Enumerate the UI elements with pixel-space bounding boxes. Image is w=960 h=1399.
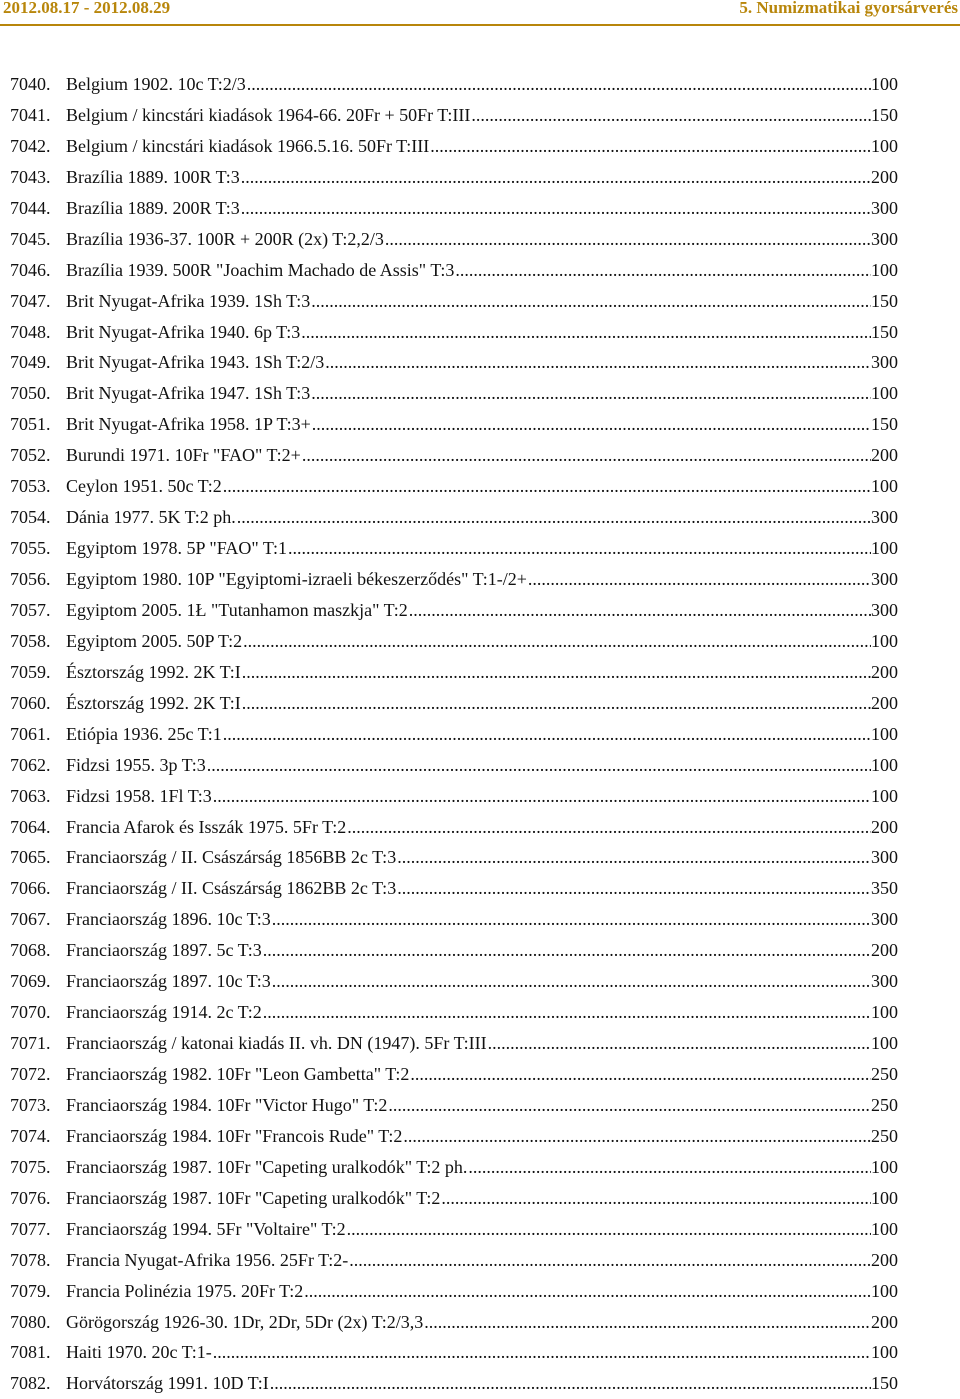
lot-description: Görögország 1926-30. 1Dr, 2Dr, 5Dr (2x) T:2/3,3 [66,1311,424,1332]
lot-number: 7055. [10,538,51,559]
lot-description: Brit Nyugat-Afrika 1947. 1Sh T:3 [66,383,311,404]
lot-price: 150 [871,414,898,435]
lot-row [0,347,960,378]
lot-description-leader [66,1276,871,1307]
lot-description-leader [66,440,871,471]
lot-description: Francia Afarok és Isszák 1975. 5Fr T:2 [66,816,347,837]
lot-row [0,440,960,471]
lot-price: 100 [871,383,898,404]
lot-description-leader [66,378,871,409]
lot-number: 7079. [10,1280,51,1301]
lot-description: Etiópia 1936. 25c T:1 [66,723,222,744]
lot-row [0,162,960,193]
lot-description-leader [66,1183,871,1214]
lot-description: Brit Nyugat-Afrika 1943. 1Sh T:2/3 [66,352,325,373]
lot-description-leader [66,1059,871,1090]
lot-row [0,378,960,409]
lot-row [0,1028,960,1059]
lot-row [0,1368,960,1399]
lot-description-leader [66,471,871,502]
lot-number: 7048. [10,321,51,342]
lot-number: 7082. [10,1373,51,1394]
lot-list [0,69,960,1399]
lot-row [0,471,960,502]
lot-number: 7065. [10,847,51,868]
lot-row [0,595,960,626]
lot-description-leader [66,224,871,255]
lot-row [0,1337,960,1368]
lot-description: Franciaország 1896. 10c T:3 [66,909,271,930]
lot-price: 200 [871,661,898,682]
lot-description: Franciaország 1987. 10Fr "Capeting uralkodók" T:2 ph. [66,1156,468,1177]
lot-description: Haiti 1970. 20c T:1- [66,1342,212,1363]
page-header [0,0,960,22]
lot-description-leader [66,131,871,162]
lot-row [0,688,960,719]
lot-description: Brazília 1889. 200R T:3 [66,197,240,218]
lot-number: 7081. [10,1342,51,1363]
lot-number: 7049. [10,352,51,373]
lot-row [0,626,960,657]
lot-description-leader [66,719,871,750]
lot-row [0,1121,960,1152]
lot-description: Dánia 1977. 5K T:2 ph. [66,507,236,528]
lot-row [0,564,960,595]
lot-price: 150 [871,104,898,125]
lot-description: Franciaország 1984. 10Fr "Francois Rude" T:2 [66,1125,403,1146]
lot-number: 7067. [10,909,51,930]
lot-price: 150 [871,1373,898,1394]
lot-row [0,1152,960,1183]
lot-description-leader [66,1368,871,1399]
lot-description-leader [66,564,871,595]
lot-row [0,842,960,873]
lot-row [0,533,960,564]
lot-row [0,657,960,688]
lot-row [0,750,960,781]
lot-description: Fidzsi 1955. 3p T:3 [66,754,206,775]
lot-price: 300 [871,507,898,528]
lot-number: 7041. [10,104,51,125]
lot-description-leader [66,781,871,812]
lot-row [0,317,960,348]
lot-price: 100 [871,1033,898,1054]
lot-row [0,1245,960,1276]
lot-description-leader [66,997,871,1028]
lot-price: 200 [871,445,898,466]
lot-description: Egyiptom 1980. 10P "Egyiptomi-izraeli békeszerződés" T:1-/2+ [66,569,527,589]
lot-number: 7057. [10,599,51,620]
lot-description: Belgium / kincstári kiadások 1966.5.16. 50Fr T:III [66,135,430,156]
lot-row [0,131,960,162]
lot-price: 100 [871,1280,898,1301]
lot-description-leader [66,286,871,317]
lot-price: 100 [871,1187,898,1208]
lot-description: Franciaország 1914. 2c T:2 [66,1002,262,1023]
lot-description: Brazília 1939. 500R "Joachim Machado de Assis" T:3 [66,259,455,280]
lot-number: 7042. [10,135,51,156]
lot-price: 200 [871,1249,898,1270]
lot-description: Francia Nyugat-Afrika 1956. 25Fr T:2- [66,1249,349,1270]
lot-number: 7043. [10,166,51,187]
lot-number: 7062. [10,754,51,775]
lot-description: Belgium 1902. 10c T:2/3 [66,74,246,94]
lot-description-leader [66,100,871,131]
lot-description-leader [66,626,871,657]
lot-description: Franciaország 1994. 5Fr "Voltaire" T:2 [66,1218,346,1239]
lot-description: Franciaország 1982. 10Fr "Leon Gambetta" T:2 [66,1064,410,1084]
lot-row [0,1183,960,1214]
lot-number: 7078. [10,1249,51,1270]
lot-description-leader [66,904,871,935]
lot-price: 100 [871,723,898,744]
lot-description: Brit Nyugat-Afrika 1940. 6p T:3 [66,321,301,342]
lot-number: 7056. [10,569,51,589]
lot-row [0,69,960,100]
lot-row [0,1307,960,1338]
lot-description-leader [66,69,871,100]
lot-description: Francia Polinézia 1975. 20Fr T:2 [66,1280,304,1301]
lot-number: 7050. [10,383,51,404]
auction-title: 5. Numizmatikai gyorsárverés [739,0,958,17]
lot-description-leader [66,1028,871,1059]
lot-row [0,286,960,317]
lot-number: 7060. [10,692,51,713]
lot-price: 300 [871,569,898,589]
lot-price: 100 [871,785,898,806]
auction-date-range: 2012.08.17 - 2012.08.29 [3,0,171,17]
lot-price: 100 [871,74,898,94]
lot-description-leader [66,255,871,286]
lot-description-leader [66,1121,871,1152]
lot-row [0,409,960,440]
lot-description-leader [66,1152,871,1183]
lot-description-leader [66,1337,871,1368]
lot-number: 7075. [10,1156,51,1177]
lot-price: 100 [871,538,898,559]
lot-price: 300 [871,909,898,930]
lot-price: 200 [871,940,898,961]
lot-description: Franciaország / katonai kiadás II. vh. DN (1947). 5Fr T:III [66,1033,487,1054]
lot-description: Egyiptom 2005. 50P T:2 [66,630,243,651]
lot-price: 300 [871,971,898,992]
lot-number: 7072. [10,1064,51,1084]
lot-row [0,719,960,750]
lot-row [0,873,960,904]
lot-row [0,1059,960,1090]
lot-description-leader [66,409,871,440]
lot-price: 100 [871,259,898,280]
lot-description-leader [66,533,871,564]
lot-row [0,502,960,533]
lot-number: 7061. [10,723,51,744]
lot-number: 7066. [10,878,51,899]
lot-description: Észtország 1992. 2K T:I [66,692,241,713]
lot-description: Egyiptom 2005. 1Ł "Tutanhamon maszkja" T:2 [66,599,408,620]
lot-row [0,1090,960,1121]
lot-description: Franciaország 1897. 10c T:3 [66,971,271,992]
lot-description: Brazília 1936-37. 100R + 200R (2x) T:2,2/3 [66,228,384,249]
lot-row [0,255,960,286]
lot-description: Franciaország / II. Császárság 1862BB 2c T:3 [66,878,397,899]
lot-price: 250 [871,1064,898,1084]
lot-row [0,1276,960,1307]
lot-description-leader [66,1245,871,1276]
lot-price: 100 [871,630,898,651]
lot-number: 7073. [10,1094,51,1115]
lot-number: 7044. [10,197,51,218]
lot-row [0,781,960,812]
lot-price: 100 [871,754,898,775]
lot-number: 7080. [10,1311,51,1332]
lot-description: Brazília 1889. 100R T:3 [66,166,240,187]
lot-price: 250 [871,1094,898,1115]
lot-number: 7059. [10,661,51,682]
lot-row [0,966,960,997]
lot-price: 150 [871,321,898,342]
lot-number: 7068. [10,940,51,961]
lot-number: 7053. [10,476,51,497]
lot-description-leader [66,935,871,966]
lot-price: 100 [871,135,898,156]
lot-price: 200 [871,166,898,187]
lot-price: 100 [871,1002,898,1023]
lot-description: Franciaország 1987. 10Fr "Capeting uralkodók" T:2 [66,1187,441,1208]
lot-description-leader [66,1090,871,1121]
lot-description-leader [66,1307,871,1338]
lot-row [0,997,960,1028]
lot-description: Franciaország / II. Császárság 1856BB 2c T:3 [66,847,397,868]
lot-price: 100 [871,1218,898,1239]
lot-price: 100 [871,1342,898,1363]
lot-description: Horvátország 1991. 10D T:I [66,1373,269,1394]
lot-description-leader [66,317,871,348]
lot-description-leader [66,966,871,997]
lot-description-leader [66,193,871,224]
lot-price: 100 [871,1156,898,1177]
lot-row [0,100,960,131]
lot-number: 7070. [10,1002,51,1023]
lot-price: 200 [871,816,898,837]
lot-number: 7040. [10,74,51,94]
lot-description-leader [66,688,871,719]
lot-number: 7047. [10,290,51,311]
lot-number: 7076. [10,1187,51,1208]
lot-description-leader [66,1214,871,1245]
lot-row [0,904,960,935]
lot-description-leader [66,595,871,626]
lot-description-leader [66,812,871,843]
lot-row [0,935,960,966]
lot-row [0,224,960,255]
lot-row [0,812,960,843]
lot-description: Észtország 1992. 2K T:I [66,661,241,682]
lot-price: 350 [871,878,898,899]
lot-number: 7046. [10,259,51,280]
lot-description: Brit Nyugat-Afrika 1958. 1P T:3+ [66,414,311,435]
lot-description-leader [66,873,871,904]
lot-price: 100 [871,476,898,497]
lot-price: 300 [871,197,898,218]
lot-number: 7069. [10,971,51,992]
lot-number: 7045. [10,228,51,249]
lot-row [0,193,960,224]
lot-description-leader [66,162,871,193]
lot-price: 150 [871,290,898,311]
header-divider [0,24,960,26]
lot-description-leader [66,657,871,688]
lot-description: Fidzsi 1958. 1Fl T:3 [66,785,212,806]
lot-number: 7064. [10,816,51,837]
lot-description-leader [66,502,871,533]
lot-description: Franciaország 1897. 5c T:3 [66,940,262,961]
lot-price: 200 [871,1311,898,1332]
lot-number: 7051. [10,414,51,435]
lot-price: 300 [871,228,898,249]
lot-number: 7074. [10,1125,51,1146]
lot-price: 200 [871,692,898,713]
lot-row [0,1214,960,1245]
lot-description: Brit Nyugat-Afrika 1939. 1Sh T:3 [66,290,311,311]
lot-price: 300 [871,599,898,620]
lot-number: 7077. [10,1218,51,1239]
lot-price: 300 [871,847,898,868]
lot-description-leader [66,842,871,873]
lot-description-leader [66,347,871,378]
lot-description-leader [66,750,871,781]
lot-number: 7071. [10,1033,51,1054]
lot-description: Burundi 1971. 10Fr "FAO" T:2+ [66,445,301,466]
lot-number: 7052. [10,445,51,466]
lot-price: 250 [871,1125,898,1146]
lot-number: 7063. [10,785,51,806]
lot-description: Ceylon 1951. 50c T:2 [66,476,222,497]
lot-price: 300 [871,352,898,373]
lot-description: Egyiptom 1978. 5P "FAO" T:1 [66,538,287,559]
lot-description: Belgium / kincstári kiadások 1964-66. 20Fr + 50Fr T:III [66,104,471,125]
lot-description: Franciaország 1984. 10Fr "Victor Hugo" T:2 [66,1094,388,1115]
lot-number: 7058. [10,630,51,651]
lot-number: 7054. [10,507,51,528]
